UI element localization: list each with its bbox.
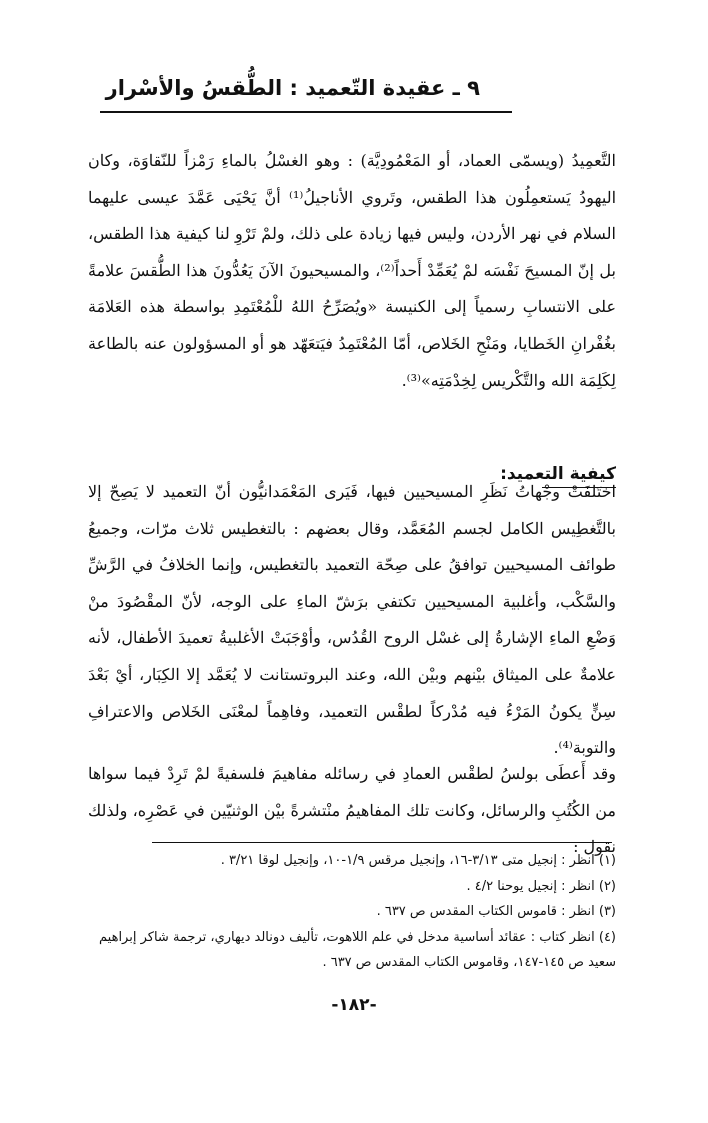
- section-heading: كيفية التعميد:: [500, 464, 616, 484]
- footnote-text: انظر : قاموس الكتاب المقدس ص ٦٣٧ .: [376, 904, 595, 919]
- footnote-number: (٣): [598, 904, 616, 919]
- footnote-text: انظر : إنجيل متى ٣/١٣-١٦، وإنجيل مرقس ١/٩-١٠، وإنجيل لوقا ٣/٢١ .: [220, 853, 595, 868]
- footnote-number: (٤): [598, 929, 616, 945]
- footnote-4: [88, 925, 616, 976]
- page-number: -١٨٢-: [331, 995, 377, 1015]
- footnote-2: [88, 874, 616, 900]
- footnote-3: [88, 899, 616, 925]
- paragraph-definition: التَّعمِيدُ (ويسمّى العماد، أو المَعْمُودِيَّة) : وهو الغسْلُ بالماءِ رَمْزاً للنّقاوَة، وكان اليهودُ يَستعمِلُون هذا الطقس، وتَروي الأناجيلُ⁽¹⁾ أنَّ يَحْيَى عَمَّدَ عيسى عليهما السلام في نهر الأردن، وليس فيها زيادة على ذلك، ولمْ تَرْوِ لنا كيفية هذا الطقس، بل إنّ المسيحَ نَفْسَه لمْ يُعَمِّدْ أَحداً⁽²⁾، والمسيحيونَ الآنَ يَعُدُّونَ هذا الطُّقسَ علامةً على الانتسابِ رسمياً إلى الكنيسة «ويُصَرِّحُ اللهُ للْمُعْتَمِدِ بواسطة هذه العَلامَة بغُفْرانِ الخَطايا، ومَنْحِ الخَلاص، أمّا المُعْتَمِدُ فيَتعَهّد هو أو المسؤولون عنه بالطاعة لِكَلِمَة الله والتَّكْريس لِخِدْمَتِه»⁽³⁾.: [88, 151, 617, 390]
- footnote-1: [88, 848, 616, 874]
- footnote-number: (٢): [598, 878, 616, 894]
- footnote-rule: [152, 842, 612, 843]
- footnote-text: انظر كتاب : عقائد أساسية مدخل في علم اللاهوت، تأليف دونالد ديهاري، ترجمة شاكر إبراهيم سعيد ص ١٤٥-١٤٧، وقاموس الكتاب المقدس ص ٦٣٧ .: [99, 929, 616, 970]
- paragraph-how-to-baptize-text: اختَلفَتْ وجْهاتُ نَظَرِ المسيحيين فيها، فَيَرى المَعْمَدانيُّون أنّ التعميد لا يَصِحّ إلا بالتَّغطِيس الكامل لجسم المُعَمَّد، وقال بعضهم : بالتغطيس ثلاث مرّات، وجميعُ طوائف المسيحيين توافقُ على صِحّة التعميد بالتغطيس، وإنما الخلافُ في الرَّشِّ والسَّكْب، وأغلبية المسيحيين تكتفي برَشّ الماءِ على الوجه، لأنّ المقْصُودَ منْ وَضْعِ الماءِ الإشارةُ إلى غسْل الروح القُدُس، وأوْجَبَتْ الأغلبيةُ تعميدَ الأطفال، لأنه علامةٌ على الميثاق بيْنهم وبيْن الله، وعند البروتستانت لا يُعَمَّد إلا الكِبَار، أيْ بَعْدَ سِنٍّ يكونُ المَرْءُ فيه مُدْركاً لطقْس التعميد، وفاهِماً لمعْنَى الخَلاص والاعترافِ والتوبة⁽⁴⁾.: [88, 482, 616, 758]
- footnotes: [88, 848, 616, 976]
- paragraph-how-to-baptize: [88, 474, 616, 767]
- footnote-number: (١): [598, 853, 616, 868]
- paragraph-paul: وقد أَعطَى بولسُ لطقْس العمادِ في رسائله مفاهيمَ فلسفيةً لمْ تَرِدْ فيما سواها من الكُتُبِ والرسائل، وكانت تلك المفاهيمُ منْتشرةً بيْن الوثنيّين في عَصْرِه، ولذلك نقول :: [88, 764, 616, 857]
- running-header: ٩ ـ عقيدة التّعميد : الطُّقسُ والأسْرار: [105, 76, 480, 100]
- footnote-text: انظر : إنجيل يوحنا ٤/٢ .: [466, 878, 595, 894]
- header-rule: [100, 111, 512, 113]
